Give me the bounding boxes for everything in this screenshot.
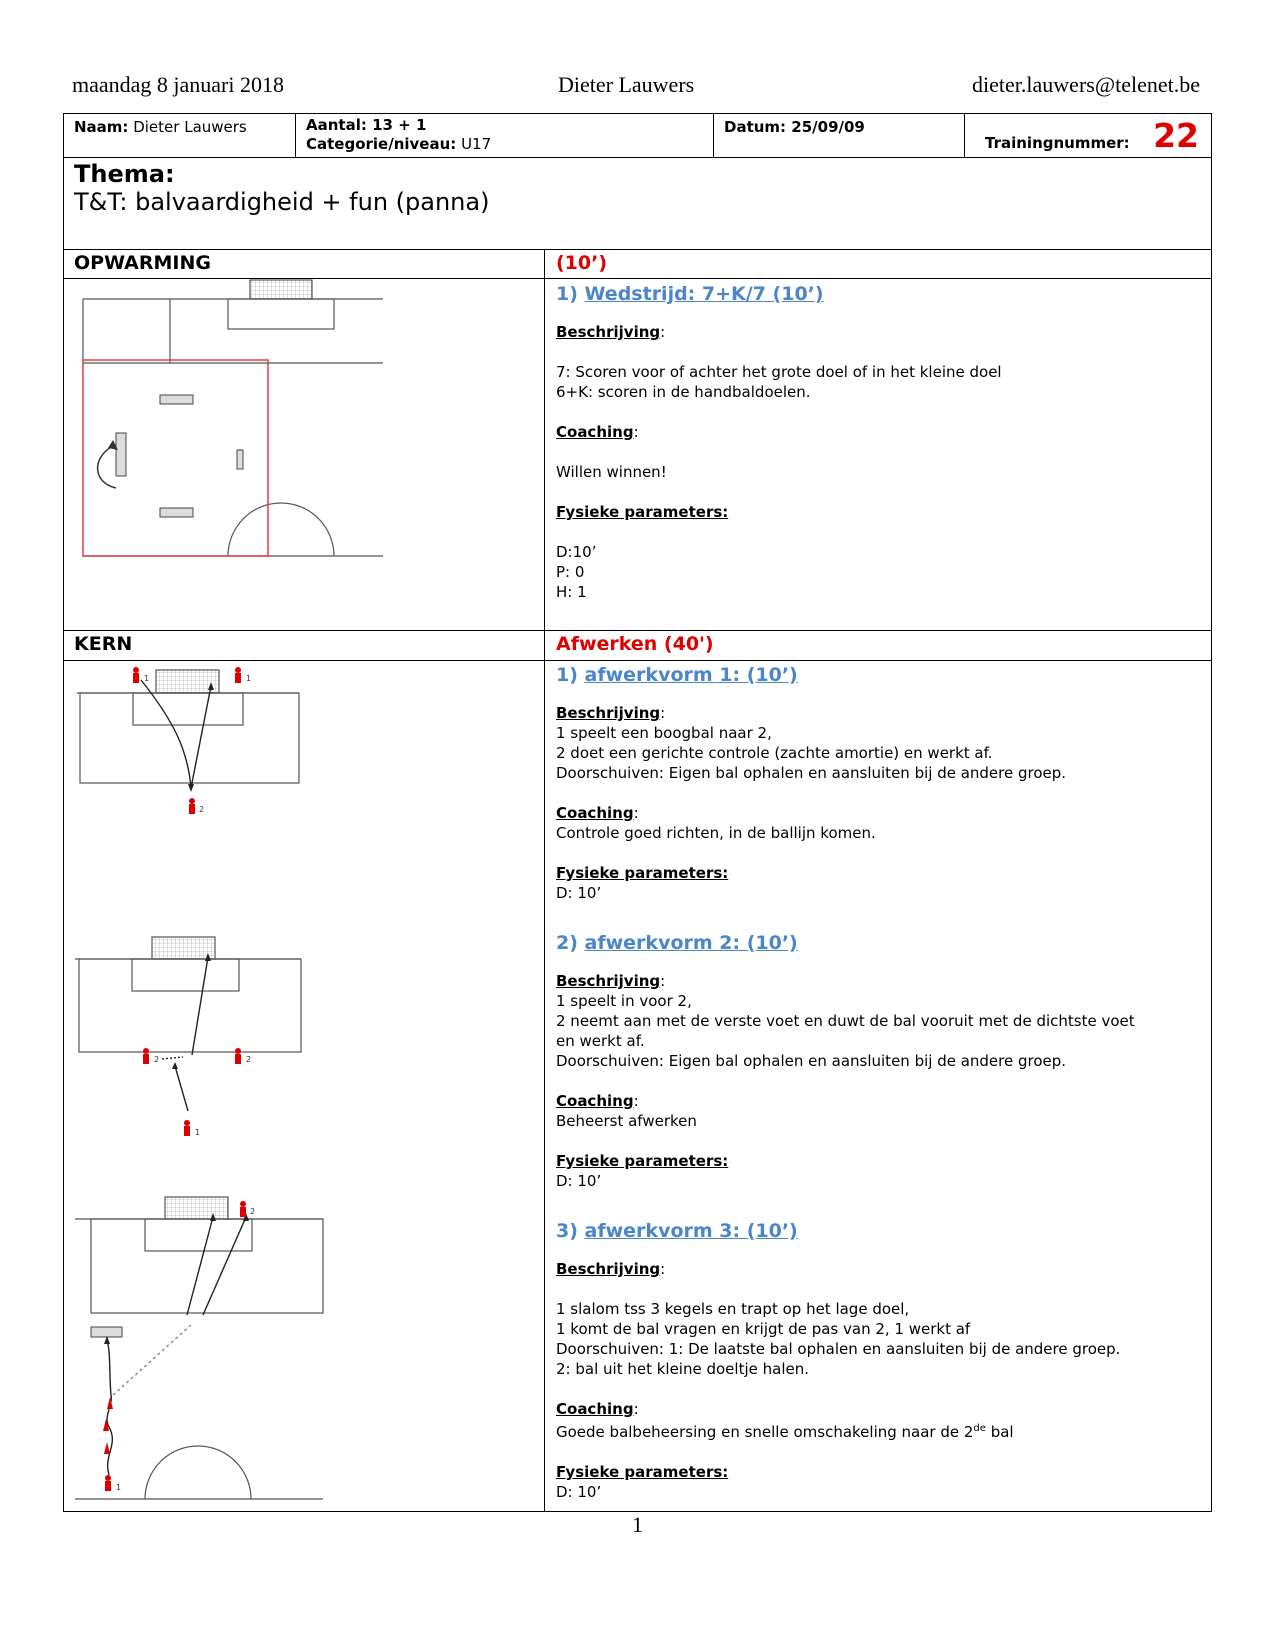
svg-text:1: 1: [144, 674, 150, 683]
datum-label: Datum: 25/09/09: [724, 118, 865, 136]
handbal-goal-right: [237, 450, 243, 469]
afwerkvorm-3-text: 3) afwerkvorm 3: (10’) Beschrijving: 1 slalom tss 3 kegels en trapt op het lage doel, 1 komt de bal vragen en krijgt de pas van 2, 1 werkt af Doorschuiven: 1: De laatste bal ophalen en aansluiten bij de andere groep. 2: bal uit het kleine doeltje halen. Coaching: Goede balbeheersing en snelle omschakeling naar de 2de bal Fysieke parameters: D: 10’: [556, 1219, 1201, 1502]
opwarming-diagram: [63, 278, 545, 631]
ex1-coaching-text: Controle goed richten, in de ballijn komen.: [556, 824, 876, 842]
training-number: 22: [1153, 116, 1199, 155]
low-goal: [91, 1327, 122, 1337]
ex3-beschrijving: Beschrijving: [556, 1260, 661, 1278]
ex3-line-3: Doorschuiven: 1: De laatste bal ophalen en aansluiten bij de andere groep.: [556, 1340, 1121, 1358]
ex1-beschrijving: Beschrijving: [556, 704, 661, 722]
ex3-line-1: 1 slalom tss 3 kegels en trapt op het lage doel,: [556, 1300, 910, 1318]
ex1-param: D: 10’: [556, 884, 602, 902]
categorie-value: U17: [461, 135, 492, 153]
opwarming-fysieke: Fysieke parameters:: [556, 503, 729, 521]
training-cell: [964, 113, 1212, 158]
page-number: 1: [632, 1512, 643, 1537]
thema-label: Thema:: [74, 160, 175, 188]
opwarming-label-cell: [63, 249, 545, 279]
ex1-line-2: 2 doet een gerichte controle (zachte amortie) en werkt af.: [556, 744, 993, 762]
ex2-title: afwerkvorm 2: (10’): [584, 932, 798, 954]
header-email: dieter.lauwers@telenet.be: [972, 72, 1200, 97]
header-author: Dieter Lauwers: [558, 72, 695, 97]
opwarming-ex-num: 1): [556, 283, 578, 305]
svg-text:1: 1: [195, 1128, 201, 1137]
afwerkvorm-1-diagram: [63, 660, 545, 830]
handbal-goal-top: [160, 395, 193, 404]
categorie-label: Categorie/niveau:: [306, 135, 457, 153]
ex2-coaching-text: Beheerst afwerken: [556, 1112, 697, 1130]
kern-time-cell: [544, 630, 1212, 661]
ex3-param: D: 10’: [556, 1483, 602, 1501]
naam-label: Naam:: [74, 118, 129, 136]
ex2-line-2: 2 neemt aan met de verste voet en duwt de bal vooruit met de dichtste voet: [556, 1012, 1135, 1030]
ex2-fysieke: Fysieke parameters:: [556, 1152, 729, 1170]
svg-text:2: 2: [246, 1055, 252, 1064]
ex2-beschrijving: Beschrijving: [556, 972, 661, 990]
ex1-line-3: Doorschuiven: Eigen bal ophalen en aansluiten bij de andere groep.: [556, 764, 1067, 782]
opwarming-line-2: 6+K: scoren in de handbaldoelen.: [556, 383, 811, 401]
ex3-coaching-sup: de: [973, 1423, 986, 1434]
ex2-param: D: 10’: [556, 1172, 602, 1190]
opwarming-param-h: H: 1: [556, 583, 587, 601]
handbal-goal-left: [116, 433, 126, 476]
naam-value: Dieter Lauwers: [133, 118, 247, 136]
svg-text:1: 1: [116, 1483, 122, 1492]
kern-label-cell: [63, 630, 545, 661]
ex1-fysieke: Fysieke parameters:: [556, 864, 729, 882]
ex1-line-1: 1 speelt een boogbal naar 2,: [556, 724, 772, 742]
training-label: Trainingnummer:: [985, 134, 1130, 152]
kern-time: Afwerken (40'): [556, 633, 714, 655]
opwarming-line-1: 7: Scoren voor of achter het grote doel of in het kleine doel: [556, 363, 1002, 381]
afwerkvorm-2-diagram: [63, 935, 545, 1165]
handbal-goal-bottom: [160, 508, 193, 517]
ex2-line-1: 1 speelt in voor 2,: [556, 992, 692, 1010]
ex3-fysieke: Fysieke parameters:: [556, 1463, 729, 1481]
ex3-coaching-line: [556, 1419, 1201, 1442]
aantal-label: Aantal: 13 + 1: [306, 116, 427, 134]
opwarming-ex-title: Wedstrijd: 7+K/7 (10’): [584, 283, 824, 305]
thema-cell: [63, 157, 1212, 250]
datum-cell: [713, 113, 965, 158]
opwarming-coaching: Coaching: [556, 423, 634, 441]
aantal-cell: [295, 113, 714, 158]
svg-text:2: 2: [199, 805, 205, 814]
svg-text:2: 2: [154, 1055, 160, 1064]
afwerkvorm-1-text: 1) afwerkvorm 1: (10’) Beschrijving: 1 speelt een boogbal naar 2, 2 doet een gerichte controle (zachte amortie) en werkt af. Doorschuiven: Eigen bal ophalen en aansluiten bij de andere groep. Coaching: Controle goed richten, in de ballijn komen. Fysieke parameters: D: 10’: [556, 663, 1201, 903]
ex2-num: 2): [556, 932, 578, 954]
ex1-coaching: Coaching: [556, 804, 634, 822]
ex3-coaching: Coaching: [556, 1400, 634, 1418]
opwarming-text: 1) Wedstrijd: 7+K/7 (10’) Beschrijving: 7: Scoren voor of achter het grote doel of in het kleine doel 6+K: scoren in de handbaldoelen. Coaching: Willen winnen! Fysieke parameters: D:10’ P: 0 H: 1: [556, 282, 1196, 602]
opwarming-time-cell: [544, 249, 1212, 279]
naam-cell: [63, 113, 296, 158]
ex2-line-3: en werkt af.: [556, 1032, 645, 1050]
ex2-line-4: Doorschuiven: Eigen bal ophalen en aansluiten bij de andere groep.: [556, 1052, 1067, 1070]
opwarming-coaching-text: Willen winnen!: [556, 463, 667, 481]
ex3-coaching-text-b: bal: [985, 1423, 1014, 1441]
opwarming-beschrijving: Beschrijving: [556, 323, 661, 341]
afwerkvorm-2-text: 2) afwerkvorm 2: (10’) Beschrijving: 1 speelt in voor 2, 2 neemt aan met de verste voet en duwt de bal vooruit met de dichtste voet en werkt af. Doorschuiven: Eigen bal ophalen en aansluiten bij de andere groep. Coaching: Beheerst afwerken Fysieke parameters: D: 10’: [556, 931, 1201, 1191]
ex1-num: 1): [556, 664, 578, 686]
svg-text:2: 2: [250, 1207, 256, 1216]
kern-label: KERN: [74, 633, 133, 655]
opwarming-param-p: P: 0: [556, 563, 585, 581]
afwerkvorm-3-diagram: [63, 1195, 545, 1510]
opwarming-label: OPWARMING: [74, 252, 211, 274]
opwarming-time: (10’): [556, 252, 608, 274]
svg-text:1: 1: [246, 674, 252, 683]
ex1-title: afwerkvorm 1: (10’): [584, 664, 798, 686]
ex3-line-4: 2: bal uit het kleine doeltje halen.: [556, 1360, 809, 1378]
ex3-line-2: 1 komt de bal vragen en krijgt de pas van 2, 1 werkt af: [556, 1320, 971, 1338]
ex3-coaching-text-a: Goede balbeheersing en snelle omschakeling naar de 2: [556, 1423, 974, 1441]
thema-value: T&T: balvaardigheid + fun (panna): [74, 188, 490, 216]
ex3-title: afwerkvorm 3: (10’): [584, 1220, 798, 1242]
header-date: maandag 8 januari 2018: [72, 72, 284, 97]
opwarming-param-d: D:10’: [556, 543, 597, 561]
ex2-coaching: Coaching: [556, 1092, 634, 1110]
ex3-num: 3): [556, 1220, 578, 1242]
